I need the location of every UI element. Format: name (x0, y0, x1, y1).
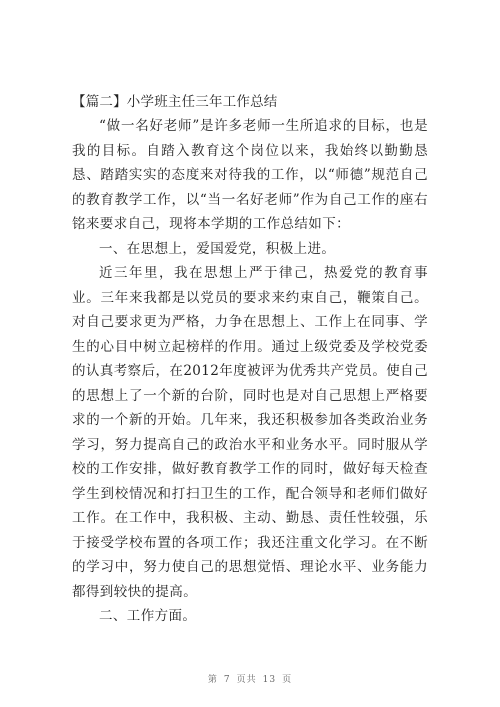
document-body (72, 90, 428, 629)
intro-paragraph: “做一名好老师”是许多老师一生所追求的目标，也是我的目标。自踏入教育这个岗位以来，我始终以勤勤恳恳、踏踏实实的态度来对待我的工作，以“师德”规范自己的教育教学工作，以“当一名好老师”作为自己工作的座右铭来要求自己，现将本学期的工作总结如下： (72, 118, 428, 232)
footer-label-of-total: 页共 (236, 675, 257, 685)
page-footer (0, 672, 500, 685)
footer-current-page: 7 (223, 675, 231, 685)
footer-total-pages: 13 (262, 675, 277, 685)
section-heading: 【篇二】小学班主任三年工作总结 (72, 94, 278, 110)
subheading-ideology: 一、在思想上，爱国爱党，积极上进。 (99, 240, 336, 257)
footer-label-page-end: 页 (282, 675, 293, 685)
subheading-work: 二、工作方面。 (99, 608, 197, 624)
ideology-paragraph: 近三年里，我在思想上严于律己，热爱党的教育事业。三年来我都是以党员的要求来约束自己，鞭策自己。对自己要求更为严格，力争在思想上、工作上在同事、学生的心目中树立起榜样的作用。通过上级党委及学校党委的认真考察后，在2012年度被评为优秀共产党员。使自己的思想上了一个新的台阶，同时也是对自己思想上严格要求的一个新的开始。几年来，我还积极参加各类政治业务学习，努力提高自己的政治水平和业务水平。同时服从学校的工作安排，做好教育教学工作的同时，做好每天检查学生到校情况和打扫卫生的工作，配合领导和老师们做好工作。在工作中，我积极、主动、勤恳、责任性较强，乐于接受学校布置的各项工作；我还注重文化学习。在不断的学习中，努力使自己的思想觉悟、理论水平、业务能力都得到较快的提高。 (72, 265, 428, 600)
footer-label-page: 第 (207, 675, 218, 685)
